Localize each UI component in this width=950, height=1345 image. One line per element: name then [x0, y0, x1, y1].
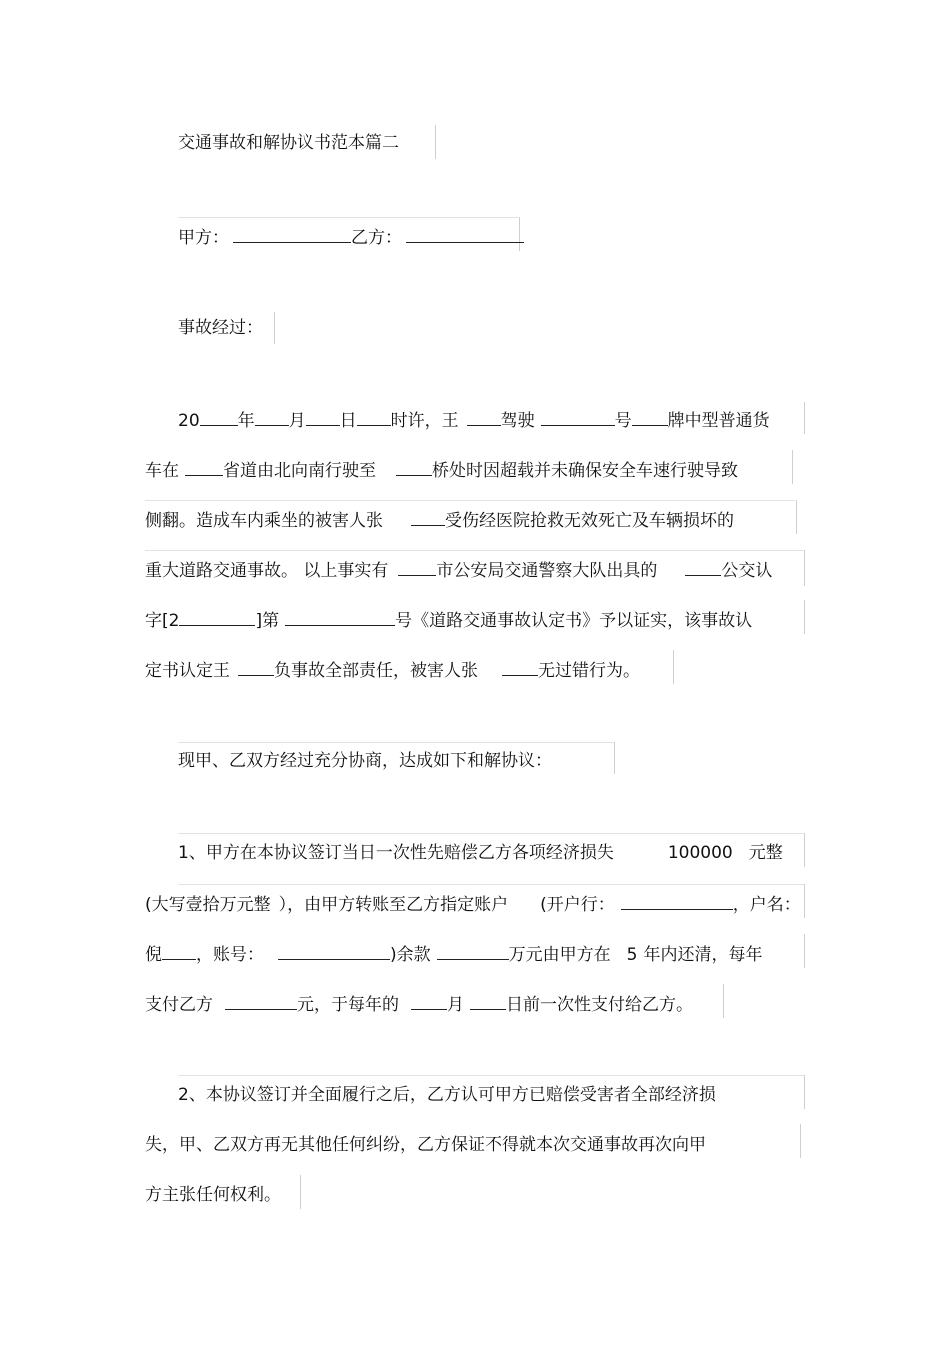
- party-b-blank[interactable]: [406, 224, 524, 243]
- accident-line-1: 20 年 月 日 时许，王 驾驶 号 牌中型普通货: [178, 407, 770, 431]
- balance-blank[interactable]: [437, 941, 509, 960]
- frame-line: [178, 742, 614, 743]
- hour-blank[interactable]: [357, 407, 391, 426]
- accident-line-2: 车在 省道由北向南行驶至 桥处时因超载并未确保安全车速行驶导致: [145, 457, 738, 481]
- plate-number-blank[interactable]: [541, 407, 615, 426]
- clause2-line-3: 方主张任何权利。: [145, 1185, 281, 1205]
- victim-name-blank-2[interactable]: [502, 657, 538, 676]
- frame-line: [790, 550, 805, 586]
- victim-name-blank[interactable]: [411, 507, 445, 526]
- pay-day-blank[interactable]: [470, 991, 506, 1010]
- frame-line: [790, 600, 805, 634]
- accident-line-3: 侧翻。造成车内乘坐的被害人张 受伤经医院抢救无效死亡及车辆损坏的: [145, 507, 734, 531]
- document-title: 交通事故和解协议书范本篇二: [178, 133, 399, 153]
- frame-line: [790, 1075, 805, 1109]
- frame-line: [145, 550, 805, 551]
- year-blank[interactable]: [200, 407, 238, 426]
- doc-year-blank[interactable]: [179, 607, 255, 626]
- frame-line: [790, 934, 805, 968]
- frame-line: [600, 742, 615, 774]
- clause1-line-3: 倪 ，账号： )余款 万元由甲方在 5 年内还清，每年: [145, 941, 762, 965]
- clause2-line-2: 失，甲、乙双方再无其他任何纠纷，乙方保证不得就本次交通事故再次向甲: [145, 1135, 706, 1155]
- driver-name-blank-2[interactable]: [238, 657, 274, 676]
- city-blank[interactable]: [398, 557, 436, 576]
- clause1-line-4: 支付乙方 元，于每年的 月 日前一次性支付给乙方。: [145, 991, 693, 1015]
- clause1-line-1: 1、甲方在本协议签订当日一次性先赔偿乙方各项经济损失 100000 元整: [178, 843, 783, 863]
- account-number-blank[interactable]: [278, 941, 390, 960]
- police-unit-blank[interactable]: [685, 557, 721, 576]
- frame-line: [178, 217, 518, 218]
- pay-month-blank[interactable]: [411, 991, 447, 1010]
- party-a-label: 甲方：: [178, 228, 229, 248]
- frame-line: [178, 833, 804, 834]
- bank-blank[interactable]: [621, 891, 733, 910]
- account-name-blank[interactable]: [162, 941, 196, 960]
- party-a-blank[interactable]: [233, 224, 351, 243]
- frame-line: [780, 450, 793, 484]
- accident-line-4: 重大道路交通事故。 以上事实有 市公安局交通警察大队出具的 公交认: [145, 557, 772, 581]
- driver-name-blank[interactable]: [467, 407, 501, 426]
- frame-line: [790, 402, 805, 434]
- plate-blank[interactable]: [632, 407, 668, 426]
- clause1-line-2: (大写壹拾万元整 ），由甲方转账至乙方指定账户 (开户行： ，户名：: [145, 891, 801, 915]
- compensation-amount: 100000: [667, 843, 733, 863]
- frame-line: [288, 1175, 301, 1209]
- accident-line-5: 字[2 ]第 号《道路交通事故认定书》予以证实，该事故认: [145, 607, 752, 631]
- month-blank[interactable]: [255, 407, 289, 426]
- parties-line: [178, 224, 524, 248]
- annual-payment-blank[interactable]: [225, 991, 297, 1010]
- frame-line: [786, 1124, 801, 1158]
- day-blank[interactable]: [306, 407, 340, 426]
- agreement-intro: 现甲、乙双方经过充分协商，达成如下和解协议：: [178, 751, 552, 771]
- process-label: 事故经过：: [178, 318, 263, 338]
- frame-line: [178, 1075, 804, 1076]
- doc-number-blank[interactable]: [285, 607, 395, 626]
- frame-line: [420, 125, 436, 159]
- province-road-blank[interactable]: [185, 457, 223, 476]
- frame-line: [710, 984, 724, 1018]
- frame-line: [780, 500, 797, 534]
- frame-line: [178, 884, 804, 885]
- frame-line: [145, 500, 795, 501]
- accident-line-6: 定书认定王 负事故全部责任，被害人张 无过错行为。: [145, 657, 640, 681]
- frame-line: [660, 650, 674, 684]
- frame-line: [790, 833, 805, 867]
- bridge-blank[interactable]: [396, 457, 432, 476]
- clause2-line-1: 2、本协议签订并全面履行之后，乙方认可甲方已赔偿受害者全部经济损: [178, 1085, 716, 1105]
- party-b-label: 乙方：: [351, 228, 402, 248]
